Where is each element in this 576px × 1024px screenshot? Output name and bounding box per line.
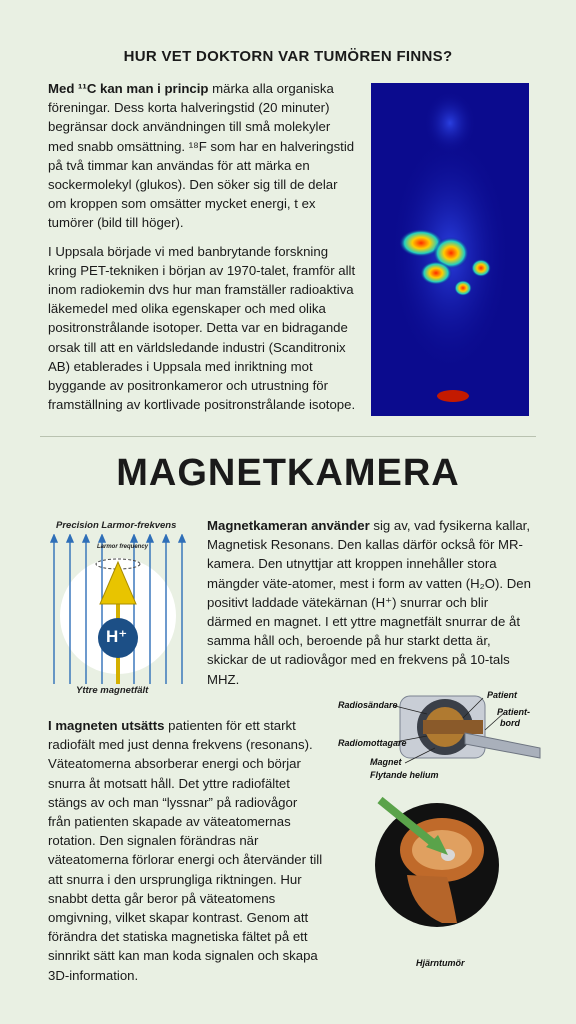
pet-paragraph-1-lead: Med ¹¹C kan man i princip	[48, 81, 209, 96]
mri-machine-illustration	[335, 678, 550, 778]
label-radiosandare: Radiosändare	[338, 700, 398, 710]
pet-hotspot-4	[471, 259, 491, 277]
section-divider	[40, 436, 536, 437]
mr-paragraph-2-body: patienten för ett starkt radiofält med just denna frekvens (resonans). Väteatomerna absorberar energi och börjar snurra åt motsatt håll. Det yttre radiofältet stängs av och man “lyssnar” på radiovågor från patienten skapade av väteatomernas rotation. Den signalen förändras när väteatomerna förlorar energi och återvänder till att snurra i den ursprungliga riktningen. Hur snabbt detta går beror på väteatomens omgivning, vilket skapar kontrast. Genom att förändra det statiska magnetiska fältet på ett sinnrikt sätt kan man koda signalen och skapa 3D-information.	[48, 718, 323, 983]
brain-caption: Hjärntumör	[416, 958, 465, 968]
pet-scan-image	[371, 83, 529, 416]
pet-paragraph-2: I Uppsala började vi med banbrytande forskning kring PET-tekniken i början av 1970-talet, framför allt inom radiokemin dvs hur man framställer radioaktiva läkemedel med olika egenskaper och med olika positronstrålande isotoper. Detta var en bidragande orsak till att en världsledande industri (Scanditronix AB) etablerades i Uppsala med inriktning mot byggande av positronkameror och utrustning för framställning av kortlivade positronstrålande isotope.	[48, 243, 356, 413]
larmor-inner-label: Larmor frequency	[97, 544, 149, 550]
label-helium: Flytande helium	[370, 770, 439, 780]
label-radiomottagare: Radiomottagare	[338, 738, 407, 748]
mr-paragraph-1-lead: Magnetkameran använder	[207, 518, 370, 533]
larmor-caption-top: Precision Larmor-frekvens	[56, 520, 177, 531]
mr-heading: MAGNETKAMERA	[116, 452, 460, 494]
pet-hotspot-3	[420, 261, 452, 285]
page-title: HUR VET DOKTORN VAR TUMÖREN FINNS?	[123, 48, 453, 65]
larmor-illustration	[40, 516, 190, 696]
label-patient: Patient	[487, 690, 518, 700]
label-magnet: Magnet	[370, 757, 402, 767]
pet-paragraph-1-body: märka alla organiska föreningar. Dess korta halveringstid (20 minuter) begränsar dock användningen till små molekyler med snabb omsättning. ¹⁸F som har en halveringstid på två timmar kan användas för att märka en sockermolekyl (glukos). Den söker sig till de delar om kroppen som omsätter mycket energi, t ex tumörer (bild till höger).	[48, 81, 355, 231]
mr-paragraph-2	[48, 716, 323, 985]
mr-paragraph-1-body: sig av, vad fysikerna kallar, Magnetisk Resonans. Den kallas därför också för MR-kamera. Den utnyttjar att kroppen innehåller stora mängder väte-atomer, mest i form av vatten (H₂O). Den positivt laddade vätekärnan (H⁺) snurrar och blir därmed en magnet. I ett yttre magnetfält snurrar de åt samma håll och, beroende på hur starkt detta är, skickar de ut radiovågor med en frekvens på 10-tals MHZ.	[207, 518, 531, 687]
label-patientbord-2: bord	[500, 718, 520, 728]
pet-paragraph-1	[48, 79, 358, 233]
pet-hotspot-5	[454, 280, 472, 296]
pet-text-column	[48, 79, 358, 423]
patient-figure	[423, 720, 483, 734]
atom-label: H⁺	[106, 627, 128, 646]
pet-bladder	[437, 390, 469, 402]
brain-mri-image	[372, 795, 502, 945]
mr-paragraph-1	[207, 516, 532, 689]
mr-paragraph-2-lead: I magneten utsätts	[48, 718, 165, 733]
larmor-caption-bottom: Yttre magnetfält	[76, 685, 149, 696]
label-patientbord-1: Patient-	[497, 707, 531, 717]
